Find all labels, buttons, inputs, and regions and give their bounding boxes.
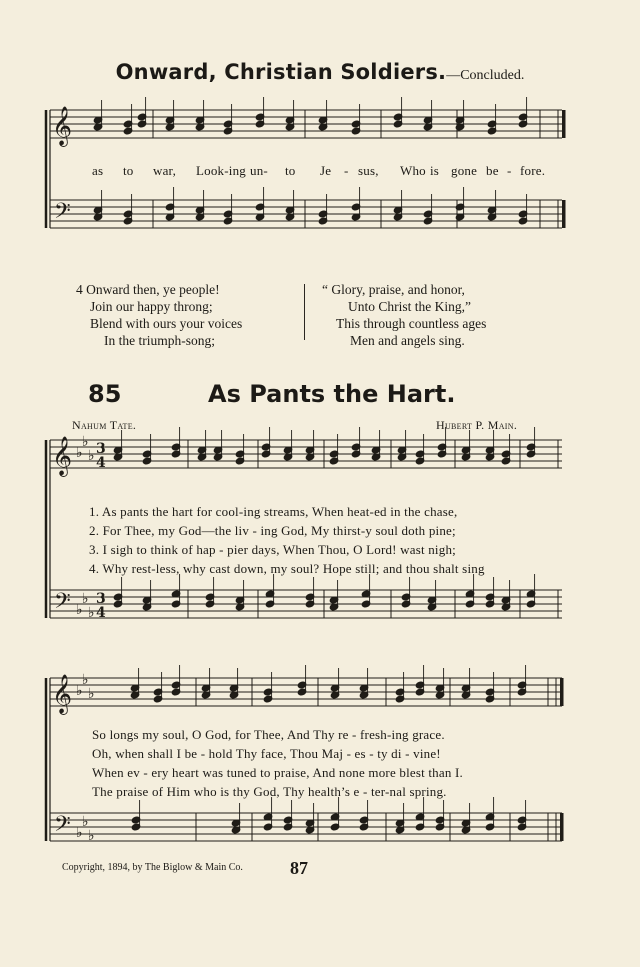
lyric-line-1: So longs my soul, O God, for Thee, And Thy re - fresh-ing grace. bbox=[92, 727, 445, 742]
lyric-word: to bbox=[285, 163, 296, 178]
bass-clef: 𝄢 bbox=[54, 589, 71, 619]
verse-line: Blend with ours your voices bbox=[90, 316, 243, 331]
verse-line: 4 Onward then, ye people! bbox=[76, 282, 220, 297]
copyright-notice: Copyright, 1894, by The Biglow & Main Co. bbox=[62, 862, 243, 873]
lyric-line-4: 4. Why rest-less, why cast down, my soul? Hope still; and thou shalt sing bbox=[89, 561, 485, 576]
hymn-84-title: Onward, Christian Soldiers. bbox=[115, 60, 447, 84]
system-2-lyrics bbox=[92, 725, 463, 801]
verse-line: In the triumph-song; bbox=[104, 333, 215, 348]
treble-clef: 𝄞 bbox=[52, 436, 73, 476]
verse-line: This through countless ages bbox=[336, 316, 487, 331]
treble-clef: 𝄞 bbox=[52, 674, 73, 714]
verse-4-right bbox=[322, 281, 486, 349]
verse-line: Unto Christ the King,” bbox=[348, 299, 471, 314]
hymn-85-number: 85 bbox=[88, 380, 122, 408]
hymn-85-title: As Pants the Hart. bbox=[208, 380, 456, 408]
system-1-lyrics bbox=[89, 502, 485, 578]
lyric-word: Je bbox=[320, 163, 332, 178]
verse-line: Join our happy throng; bbox=[90, 299, 213, 314]
lyric-word: to bbox=[123, 163, 134, 178]
final-barline bbox=[560, 678, 564, 706]
flat-sign: ♭ bbox=[88, 605, 95, 621]
treble-clef: 𝄞 bbox=[52, 106, 73, 146]
flat-sign: ♭ bbox=[88, 828, 95, 844]
flat-sign: ♭ bbox=[88, 448, 95, 464]
flat-sign: ♭ bbox=[82, 672, 89, 688]
final-barline bbox=[562, 110, 566, 138]
lyric-word: Who bbox=[400, 163, 426, 178]
lyric-word: as bbox=[92, 163, 104, 178]
lyric-word: un- bbox=[250, 163, 268, 178]
flat-sign: ♭ bbox=[76, 602, 83, 618]
author: Nahum Tate. bbox=[72, 418, 137, 432]
lyric-line-2: 2. For Thee, my God—the liv - ing God, My thirst-y soul doth pine; bbox=[89, 523, 456, 538]
flat-sign: ♭ bbox=[82, 814, 89, 830]
page-number: 87 bbox=[290, 858, 308, 878]
lyric-word: war, bbox=[153, 163, 177, 178]
flat-sign: ♭ bbox=[76, 825, 83, 841]
verse-line: Men and angels sing. bbox=[350, 333, 465, 348]
verse-divider bbox=[304, 284, 305, 340]
flat-sign: ♭ bbox=[82, 434, 89, 450]
lyric-line-3: 3. I sigh to think of hap - pier days, When Thou, O Lord! wast nigh; bbox=[89, 542, 456, 557]
time-signature: 3 bbox=[96, 441, 106, 457]
lyric-word: - bbox=[344, 163, 349, 178]
lyric-line-1: 1. As pants the hart for cool-ing streams, When heat-ed in the chase, bbox=[89, 504, 458, 519]
time-signature: 4 bbox=[96, 605, 106, 621]
lyric-line-2: Oh, when shall I be - hold Thy face, Thou Maj - es - ty di - vine! bbox=[92, 746, 441, 761]
lyric-word: be bbox=[486, 163, 499, 178]
lyric-word: - bbox=[507, 163, 512, 178]
lyric-word: fore. bbox=[520, 163, 546, 178]
bass-clef: 𝄢 bbox=[54, 812, 71, 842]
final-barline bbox=[562, 200, 566, 228]
lyric-line-3: When ev - ery heart was tuned to praise, And none more blest than I. bbox=[92, 765, 463, 780]
time-signature: 4 bbox=[96, 455, 106, 471]
bass-clef: 𝄢 bbox=[54, 199, 71, 229]
lyric-word: sus, bbox=[358, 163, 379, 178]
verse-line: “ Glory, praise, and honor, bbox=[322, 282, 465, 297]
verse-4-left bbox=[76, 281, 242, 349]
time-signature: 3 bbox=[96, 591, 106, 607]
flat-sign: ♭ bbox=[82, 591, 89, 607]
concluded-note: —Concluded. bbox=[446, 68, 525, 83]
lyric-word: is bbox=[430, 163, 440, 178]
flat-sign: ♭ bbox=[76, 445, 83, 461]
lyric-line-4: The praise of Him who is thy God, Thy health’s e - ter-nal spring. bbox=[92, 784, 447, 799]
flat-sign: ♭ bbox=[76, 683, 83, 699]
final-barline bbox=[560, 813, 564, 841]
lyric-word: Look-ing bbox=[196, 163, 246, 178]
composer: Hubert P. Main. bbox=[436, 418, 518, 432]
flat-sign: ♭ bbox=[88, 686, 95, 702]
lyric-word: gone bbox=[451, 163, 478, 178]
